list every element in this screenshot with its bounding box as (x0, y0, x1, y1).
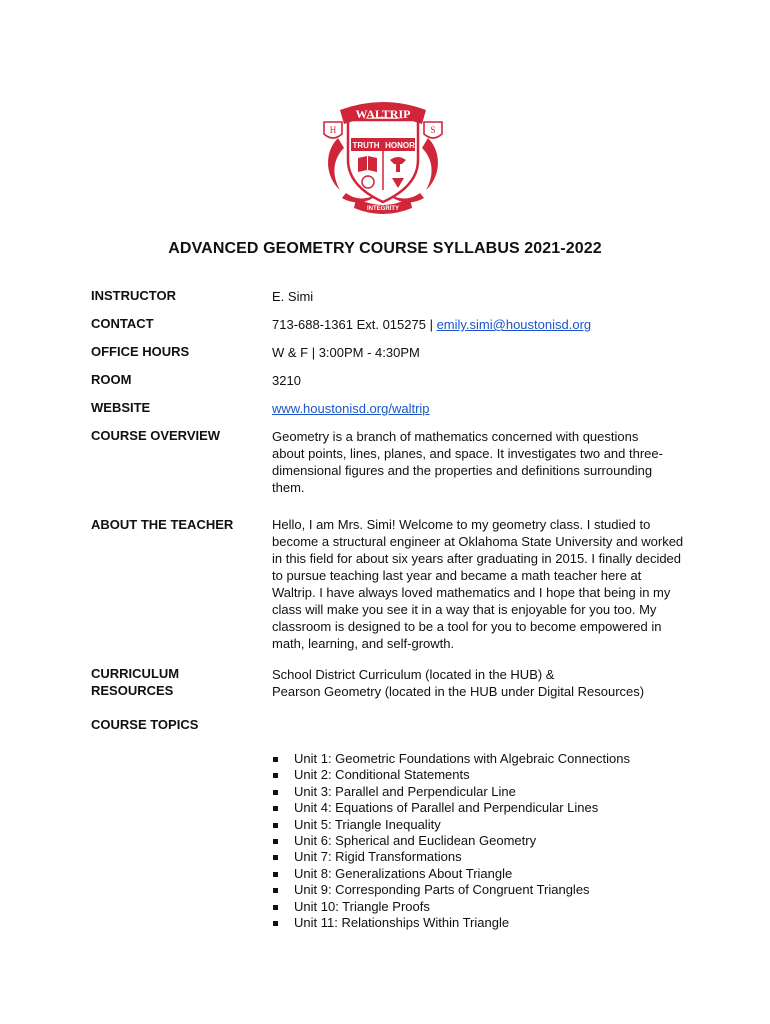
shield-right-text: HONOR (385, 141, 415, 150)
course-overview-text: Geometry is a branch of mathematics concerned with questions about points, lines, planes, and space. It investigates two and three-dimensional figures and the properties and definitions surrounding them. (272, 429, 663, 495)
curriculum-label-line2: RESOURCES (91, 682, 174, 698)
website-link[interactable]: www.houstonisd.org/waltrip (272, 401, 430, 416)
topic-item (272, 866, 630, 882)
bullet-icon (273, 773, 278, 778)
bullet-icon (273, 839, 278, 844)
waltrip-crest-logo (318, 98, 448, 218)
topic-item (272, 817, 630, 833)
topic-item (272, 899, 630, 915)
topic-text: Unit 7: Rigid Transformations (294, 849, 462, 865)
website-label: WEBSITE (91, 400, 151, 415)
shield-left-text: TRUTH (352, 141, 380, 150)
bullet-icon (273, 872, 278, 877)
topic-item (272, 882, 630, 898)
topic-text: Unit 9: Corresponding Parts of Congruent Triangles (294, 882, 590, 898)
office-hours-value: W & F | 3:00PM - 4:30PM (272, 345, 420, 360)
bullet-icon (273, 888, 278, 893)
bullet-icon (273, 855, 278, 860)
topic-text: Unit 1: Geometric Foundations with Algebraic Connections (294, 751, 631, 766)
topic-text: Unit 3: Parallel and Perpendicular Line (294, 783, 516, 799)
bullet-icon (273, 757, 278, 762)
topic-text: Unit 8: Generalizations About Triangle (294, 865, 513, 881)
curriculum-value (272, 666, 702, 700)
course-topics-label: COURSE TOPICS (91, 717, 199, 732)
room-label: ROOM (91, 372, 132, 387)
contact-phone: 713-688-1361 Ext. 015275 | (272, 317, 437, 332)
contact-label: CONTACT (91, 316, 154, 331)
topic-item (272, 849, 630, 865)
room-value: 3210 (272, 373, 301, 388)
right-letter: S (430, 125, 436, 135)
website-value-wrap (272, 400, 682, 417)
topic-item (272, 800, 630, 816)
curriculum-label-line1: CURRICULUM (91, 666, 180, 681)
bottom-ribbon-text: INTEGRITY (366, 206, 400, 212)
about-teacher-text: Hello, I am Mrs. Simi! Welcome to my geometry class. I studied to become a structural engineer at Oklahoma State University and worked in this field for about six years after graduating in 2015. I finally decided to pursue teaching last year and became a math teacher here at Waltrip. I have always loved mathematics and I hope that being in my class will make you see it in a way that is enjoyable for you too. My classroom is designed to be a tool for you to become empowered in math, learning, and self-growth. (272, 517, 684, 651)
topic-text: Unit 2: Conditional Statements (294, 767, 470, 783)
curriculum-line1: School District Curriculum (located in the HUB) & (272, 667, 555, 682)
bullet-icon (273, 806, 278, 811)
course-overview-label: COURSE OVERVIEW (91, 428, 221, 443)
topic-text: Unit 11: Relationships Within Triangle (294, 915, 510, 931)
about-teacher-label: ABOUT THE TEACHER (91, 517, 234, 532)
right-mantling (422, 138, 438, 190)
instructor-value: E. Simi (272, 289, 314, 304)
topic-item (272, 833, 630, 849)
topic-text: Unit 4: Equations of Parallel and Perpendicular Lines (294, 800, 599, 816)
topic-item (272, 751, 630, 767)
bullet-icon (273, 823, 278, 828)
course-topics-list (272, 751, 630, 931)
topic-item (272, 784, 630, 800)
bullet-icon (273, 921, 278, 926)
curriculum-label (91, 666, 179, 699)
banner-text: WALTRIP (355, 107, 411, 121)
topic-text: Unit 6: Spherical and Euclidean Geometry (294, 833, 537, 849)
topic-text: Unit 10: Triangle Proofs (294, 898, 430, 914)
curriculum-line2: Pearson Geometry (located in the HUB under Digital Resources) (272, 684, 645, 699)
contact-email-link[interactable]: emily.simi@houstonisd.org (436, 317, 592, 332)
topic-text: Unit 5: Triangle Inequality (294, 816, 441, 832)
topic-item (272, 915, 630, 931)
contact-value (272, 316, 682, 333)
bullet-icon (273, 790, 278, 795)
left-mantling (328, 138, 344, 190)
page-title: ADVANCED GEOMETRY COURSE SYLLABUS 2021-2022 (168, 240, 602, 257)
topic-item (272, 767, 630, 783)
left-letter: H (329, 125, 337, 135)
office-hours-label: OFFICE HOURS (91, 344, 190, 359)
instructor-label: INSTRUCTOR (91, 288, 176, 303)
bullet-icon (273, 905, 278, 910)
